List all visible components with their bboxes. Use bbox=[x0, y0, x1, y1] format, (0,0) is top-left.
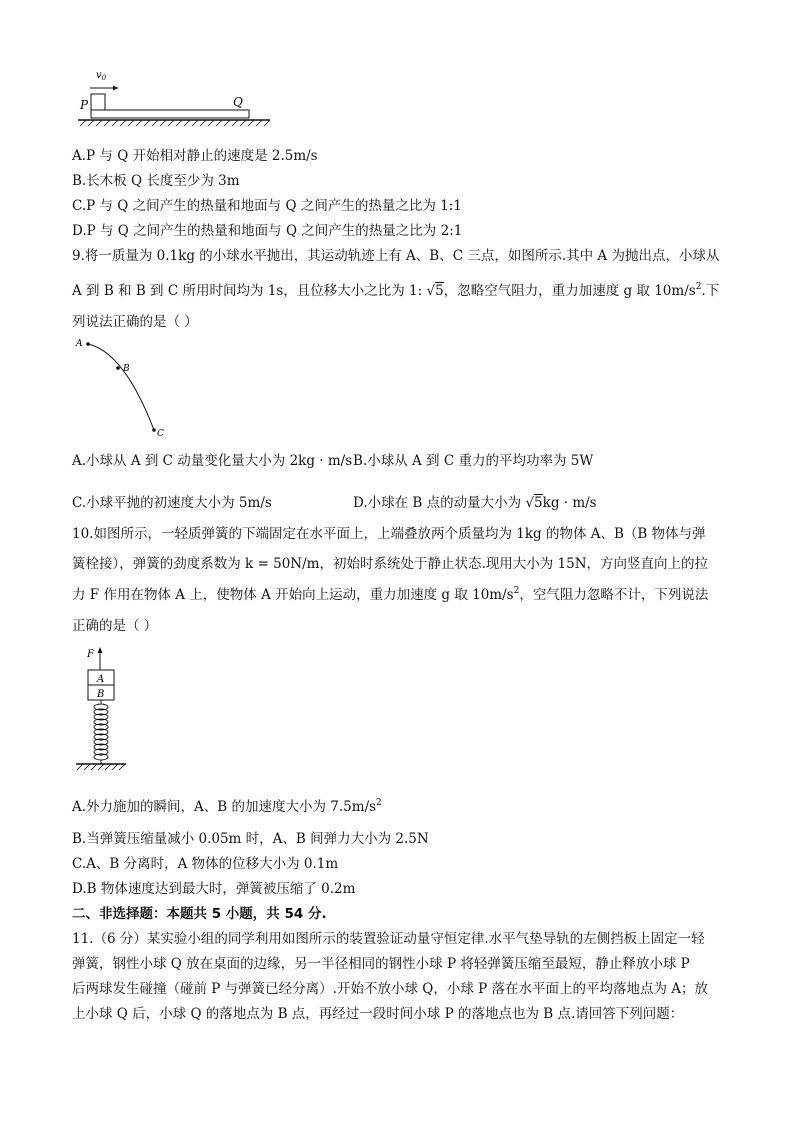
point-c bbox=[152, 428, 156, 432]
figure-trajectory bbox=[74, 334, 168, 438]
q10-stem-line3: 力 F 作用在物体 A 上，使物体 A 开始向上运动，重力加速度 g 取 $10m/s^2$，空气阻力忽略不计，下列说法 bbox=[72, 586, 709, 603]
figure-spring-blocks bbox=[74, 642, 134, 774]
q11-stem-line1: 11.（6 分）某实验小组的同学利用如图所示的装置验证动量守恒定律.水平气垫导轨的左侧挡板上固定一轻 bbox=[72, 931, 705, 947]
arrow-head-icon bbox=[98, 647, 103, 653]
ground-hatching bbox=[80, 120, 270, 126]
label-b: B bbox=[97, 689, 105, 700]
q10-option-d: D.B 物体速度达到最大时，弹簧被压缩了 0.2m bbox=[72, 881, 356, 897]
label-c: C bbox=[157, 429, 164, 438]
trajectory-curve bbox=[88, 344, 154, 430]
q9-option-d: D.小球在 B 点的动量大小为 √5kg · m/s bbox=[353, 495, 597, 511]
q8-option-b: B.长木板 Q 长度至少为 3m bbox=[72, 173, 240, 189]
spring bbox=[94, 700, 108, 764]
q11-stem-line2: 弹簧，钢性小球 Q 放在桌面的边缘，另一半径相同的钢性小球 P 将轻弹簧压缩至最短，静止释放小球 P bbox=[72, 956, 690, 972]
label-p: P bbox=[80, 98, 89, 112]
board-q bbox=[91, 110, 249, 118]
label-a: A bbox=[97, 674, 105, 685]
sqrt-sign: √ bbox=[525, 495, 535, 511]
q9-stem-line2: A 到 B 和 B 到 C 所用时间均为 1s，且位移大小之比为 1: √5，忽略空气阻力，重力加速度 g 取 $10m/s^2$.下 bbox=[72, 282, 720, 299]
q10-stem-line2: 簧栓接），弹簧的劲度系数为 k = 50N/m，初始时系统处于静止状态.现用大小为 15N，方向竖直向上的拉 bbox=[72, 556, 709, 572]
label-q: Q bbox=[233, 95, 243, 109]
point-a bbox=[86, 342, 90, 346]
ground-hatching bbox=[77, 764, 125, 770]
q9-option-c: C.小球平抛的初速度大小为 5m/s bbox=[72, 495, 272, 511]
arrow-head-icon bbox=[113, 86, 118, 91]
label-a: A bbox=[76, 339, 83, 349]
q9-stem-line1: 9.将一质量为 0.1kg 的小球水平抛出，其运动轨迹上有 A、B、C 三点，如图所示.其中 A 为抛出点，小球从 bbox=[72, 248, 720, 264]
label-f: F bbox=[87, 649, 94, 660]
q10-stem-line4: 正确的是（ ） bbox=[72, 618, 158, 634]
q11-stem-line3: 后两球发生碰撞（碰前 P 与弹簧已经分离）.开始不放小球 Q，小球 P 落在水平面上的平均落地点为 A；放 bbox=[72, 981, 709, 997]
label-b: B bbox=[123, 364, 130, 374]
q10-option-c: C.A、B 分离时，A 物体的位移大小为 0.1m bbox=[72, 856, 339, 872]
q9-option-a: A.小球从 A 到 C 动量变化量大小为 2kg · m/s bbox=[72, 453, 353, 469]
point-b bbox=[116, 366, 120, 370]
q11-stem-line4: 上小球 Q 后，小球 Q 的落地点为 B 点，再经过一段时间小球 P 的落地点也为 B 点.请回答下列问题： bbox=[72, 1006, 684, 1022]
v0-label: $v_0$ bbox=[96, 70, 107, 82]
q8-option-d: D.P 与 Q 之间产生的热量和地面与 Q 之间产生的热量之比为 2:1 bbox=[72, 223, 463, 239]
q10-stem-line1: 10.如图所示，一轻质弹簧的下端固定在水平面上，上端叠放两个质量均为 1kg 的物体 A、B（B 物体与弹 bbox=[72, 526, 706, 542]
q8-option-c: C.P 与 Q 之间产生的热量和地面与 Q 之间产生的热量之比为 1:1 bbox=[72, 198, 462, 214]
section-title: 二、非选择题：本题共 5 小题，共 54 分. bbox=[72, 906, 327, 922]
figure-board-block bbox=[74, 64, 278, 132]
q8-option-a: A.P 与 Q 开始相对静止的速度是 2.5m/s bbox=[72, 148, 318, 164]
q10-option-b: B.当弹簧压缩量减小 0.05m 时，A、B 间弹力大小为 2.5N bbox=[72, 831, 429, 847]
q9-option-b: B.小球从 A 到 C 重力的平均功率为 5W bbox=[353, 453, 594, 469]
block-p bbox=[91, 94, 105, 110]
sqrt-sign: √ bbox=[426, 283, 436, 299]
q10-option-a: A.外力施加的瞬间，A、B 的加速度大小为 $7.5m/s^2$ bbox=[72, 798, 382, 815]
q9-stem-line3: 列说法正确的是（ ） bbox=[72, 314, 198, 330]
